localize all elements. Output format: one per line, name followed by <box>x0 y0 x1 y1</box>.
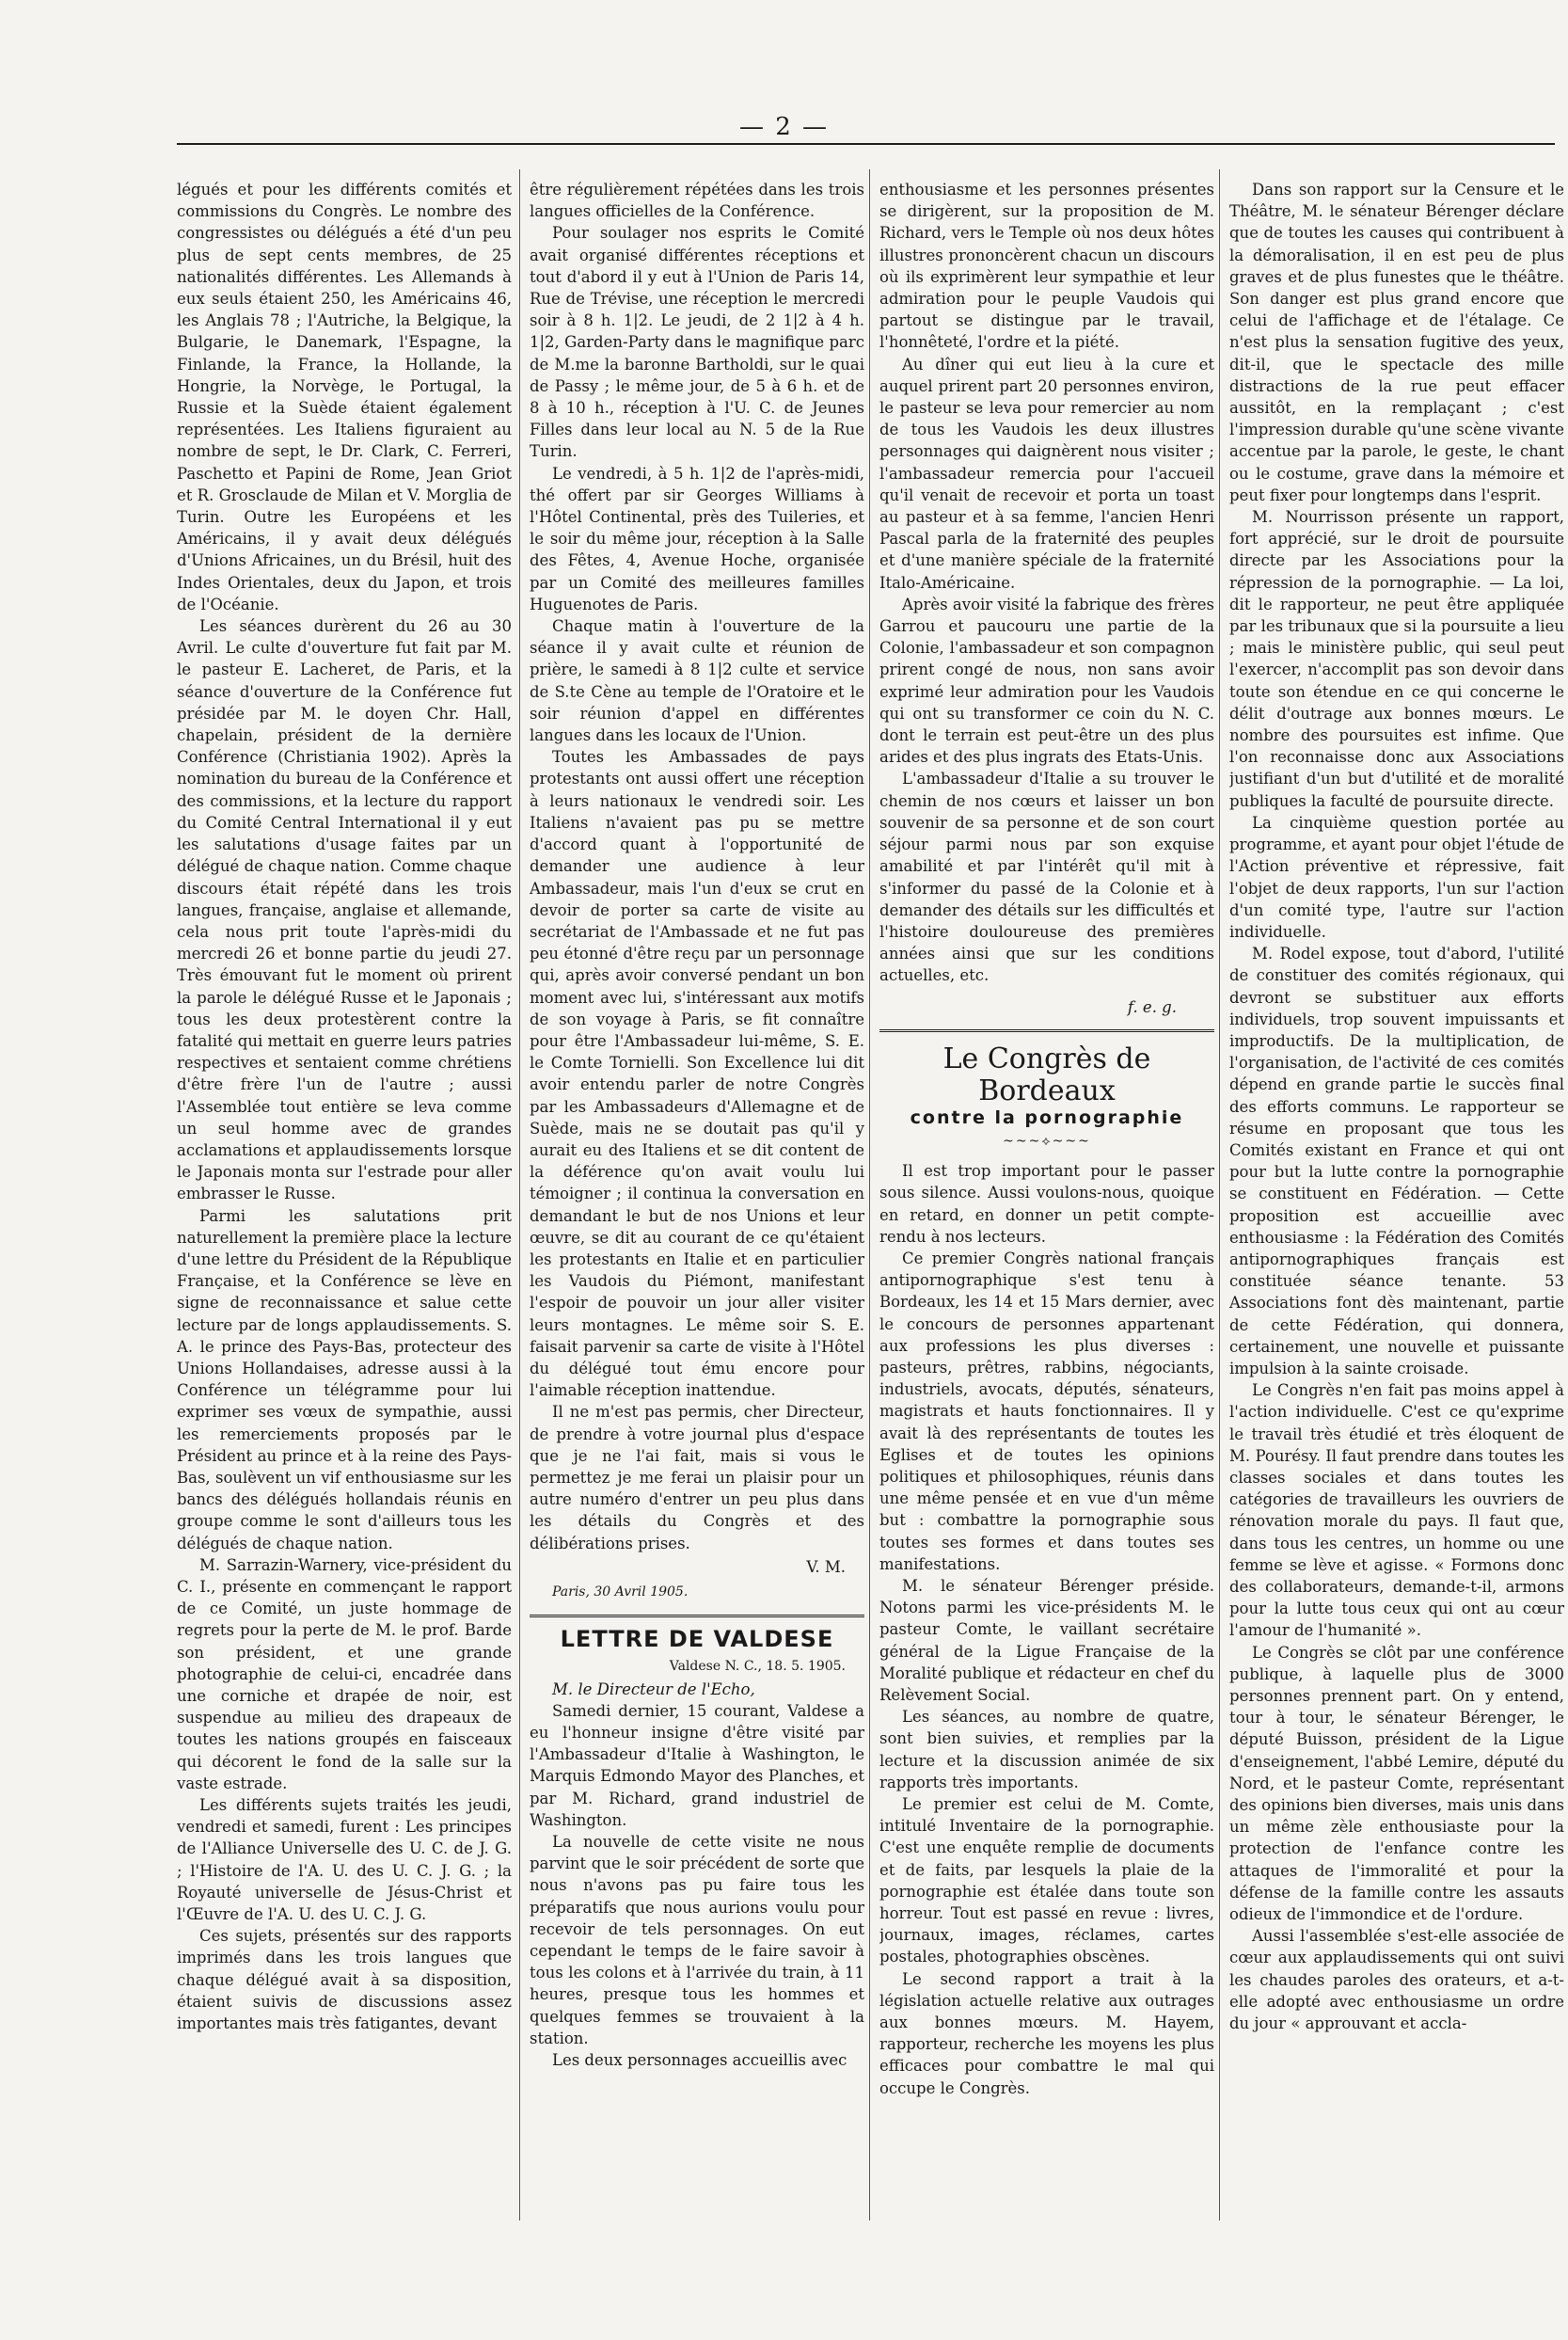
signature: V. M. <box>806 1557 846 1576</box>
paragraph: Le vendredi, à 5 h. 1|2 de l'après-midi, thé offert par sir Georges Williams à l'Hôtel Continental, près des Tuileries, et le soir du même jour, réception à la Salle des Fêtes, 4, Avenue Hoche, organisée par un Comité des meilleures familles Huguenotes de Paris. <box>530 464 864 613</box>
paragraph: enthousiasme et les personnes présentes se dirigèrent, sur la proposition de M. Richard, vers le Temple où nos deux hôtes illustres prononcèrent chacun un discours où ils exprimèrent leur sympathie et leur admiration pour le peuple Vaudois qui partout se distingue par le travail, l'honnêteté, l'ordre et la piété. <box>879 181 1214 352</box>
paragraph: Chaque matin à l'ouverture de la séance il y avait culte et réunion de prière, le samedi à 8 1|2 culte et service de S.te Cène au temple de l'Oratoire et le soir réunion d'appel en différentes langues dans les locaux de l'Union. <box>530 617 864 745</box>
page-number: — 2 — <box>738 113 830 141</box>
letter-place-date: Valdese N. C., 18. 5. 1905. <box>669 1659 846 1675</box>
column-3 <box>879 179 1214 2225</box>
ornament-flourish: ~~~⟡~~~ <box>1003 1133 1091 1149</box>
paragraph: Parmi les salutations prit naturellement la première place la lecture d'une lettre du Président de la République Française, et la Conférence se lève en signe de reconnaissance et salue cette lecture par de longs applaudissements. S. A. le prince des Pays-Bas, protecteur des Unions Hollandaises, adresse aussi à la Conférence un télégramme pour lui exprimer ses vœux de sympathie, aussi les remerciements proposés par le Président au prince et à la reine des Pays-Bas, soulèvent un vif enthousiasme sur les bancs des délégués hollandais réunis en groupe comme le sont d'ailleurs tous les délégués de chaque nation. <box>177 1206 512 1552</box>
paragraph: Pour soulager nos esprits le Comité avait organisé différentes réceptions et tout d'abord il y eut à l'Union de Paris 14, Rue de Trévise, une réception le mercredi soir à 8 h. 1|2. Le jeudi, de 2 1|2 à 4 h. 1|2, Garden-Party dans le magnifique parc de M.me la baronne Bartholdi, sur le quai de Passy ; le même jour, de 5 à 6 h. et de 8 à 10 h., réception à l'U. C. de Jeunes Filles dans leur local au N. 5 de la Rue Turin. <box>530 224 864 461</box>
paragraph: Il ne m'est pas permis, cher Directeur, de prendre à votre journal plus d'espace que je ne l'ai fait, mais si vous le permettez je me ferai un plaisir pour un autre numéro d'entrer un peu plus dans les détails du Congrès et des délibérations prises. <box>530 1403 864 1552</box>
paragraph: M. Nourrisson présente un rapport, fort apprécié, sur le droit de poursuite directe par les Associations pour la répression de la pornographie. — La loi, dit le rapporteur, ne peut être appliquée par les tribunaux que si la poursuite a lieu ; mais le ministère public, qui seul peut l'exercer, n'accomplit pas son devoir dans toute son étendue en ce qui concerne le délit d'outrage aux bonnes mœurs. Le nombre des poursuites est infime. Que l'on reconnaisse donc aux Associations justifiant d'un but d'utilité et de moralité publiques la faculté de poursuite directe. <box>1229 508 1564 810</box>
paragraph: Après avoir visité la fabrique des frères Garrou et paucouru une partie de la Colonie, l'ambassadeur et son compagnon prirent congé de nous, non sans avoir exprimé leur admiration pour les Vaudois qui ont su transformer ce coin du N. C. dont le terrain est peut-être un des plus arides et des plus ingrats des Etats-Unis. <box>879 595 1214 767</box>
paragraph: Les deux personnages accueillis avec <box>552 2051 847 2070</box>
column-divider <box>1219 169 1220 2221</box>
top-rule <box>177 143 1555 145</box>
paragraph: Dans son rapport sur la Censure et le Théâtre, M. le sénateur Bérenger déclare que de toutes les causes qui contribuent à la démoralisation, il en est peu de plus graves et de plus funestes que le théâtre. Son danger est plus grand encore que celui de l'affichage et de l'étalage. Ce n'est plus la sensation fugitive des yeux, dit-il, que le spectacle des mille distractions de la rue peut effacer aussitôt, en la remplaçant ; c'est l'impression durable qu'une scène vivante accentue par la parole, le geste, le chant ou le costume, grave dans la mémoire et peut fixer pour longtemps dans l'esprit. <box>1229 181 1564 504</box>
paragraph: Samedi dernier, 15 courant, Valdese a eu l'honneur insigne d'être visité par l'Ambassadeur d'Italie à Washington, le Marquis Edmondo Mayor des Planches, et par M. Richard, grand industriel de Washington. <box>530 1701 864 1829</box>
paragraph: Les séances durèrent du 26 au 30 Avril. Le culte d'ouverture fut fait par M. le pasteur E. Lacheret, de Paris, et la séance d'ouverture de la Conférence fut présidée par M. le doyen Chr. Hall, chapelain, président de la dernière Conférence (Christiania 1902). Après la nomination du bureau de la Conférence et des commissions, et la lecture du rapport du Comité Central International il y eut les salutations d'usage faites par un délégué de chaque nation. Comme chaque discours était répété dans les trois langues, française, anglaise et allemande, cela nous prit toute l'après-midi du mercredi 26 et bonne partie du jeudi 27. Très émouvant fut le moment où prirent la parole le délégué Russe et le Japonais ; tous les deux protestèrent contre la fatalité qui mettait en guerre leurs patries respectives et sentaient comme chrétiens d'être frère l'un de l'autre ; aussi l'Assemblée tout entière se leva comme un seul homme avec de grandes acclamations et applaudissements lorsque le Japonais monta sur l'estrade pour aller embrasser le Russe. <box>177 617 512 1203</box>
article-separator <box>530 1615 864 1617</box>
paragraph: Ce premier Congrès national français antipornographique s'est tenu à Bordeaux, les 14 et 15 Mars dernier, avec le concours de personnes appartenant aux professions les plus diverses : pasteurs, prêtres, rabbins, négociants, industriels, avocats, députés, sénateurs, magistrats et hauts fonctionnaires. Il y avait là des représentants de toutes les Eglises et de toutes les opinions politiques et philosophiques, réunis dans une même pensée et en vue d'un même but : combattre la pornographie sous toutes ses formes et dans toutes ses manifestations. <box>879 1249 1214 1573</box>
paragraph: Le Congrès n'en fait pas moins appel à l'action individuelle. C'est ce qu'exprime le travail très étudié et très éloquent de M. Pourésy. Il faut prendre dans toutes les classes sociales et dans toutes les catégories de travailleurs les ouvriers de rénovation morale du pays. Il faut que, dans tous les centres, un homme ou une femme se lève et agisse. « Formons donc des collaborateurs, demande-t-il, armons pour la lutte tous ceux qui ont au cœur l'amour de l'humanité ». <box>1229 1381 1564 1640</box>
article-title: Le Congrès de Bordeaux <box>942 1042 1151 1107</box>
signature: f. e. g. <box>1127 997 1177 1016</box>
paragraph: Au dîner qui eut lieu à la cure et auquel prirent part 20 personnes environ, le pasteur se leva pour remercier au nom de tous les Vaudois les deux illustres personnages qui daignèrent nous visiter ; l'ambassadeur remercia pour l'accueil qu'il venait de recevoir et porta un toast au pasteur et à sa femme, l'ancien Henri Pascal parla de la fraternité des peuples et d'une manière spéciale de la fraternité Italo-Américaine. <box>879 355 1214 592</box>
paragraph: L'ambassadeur d'Italie a su trouver le chemin de nos cœurs et laisser un bon souvenir de sa personne et de son court séjour parmi nous par son exquise amabilité et par l'intérêt qu'il mit à s'informer du passé de la Colonie et à demander des détails sur les difficultés et l'histoire douloureuse des premières années ainsi que sur les conditions actuelles, etc. <box>879 770 1214 985</box>
paragraph: Les séances, au nombre de quatre, sont bien suivies, et remplies par la lecture et la discussion animée de six rapports très importants. <box>879 1708 1214 1791</box>
article-subtitle: contre la pornographie <box>910 1106 1184 1128</box>
column-divider <box>869 169 870 2221</box>
paragraph: M. Sarrazin-Warnery, vice-président du C. I., présente en commençant le rapport de ce Comité, un juste hommage de regrets pour la perte de M. le prof. Barde son président, et une grande photographie de celui-ci, encadrée dans une corniche et drapée de noir, est suspendue au milieu des drapeaux de toutes les nations groupés en faisceaux qui décorent le fond de la salle sur la vaste estrade. <box>177 1555 512 1792</box>
letter-salutation: M. le Directeur de l'Echo, <box>552 1679 755 1698</box>
paragraph: Le Congrès se clôt par une conférence publique, à laquelle plus de 3000 personnes prennent part. On y entend, tour à tour, le sénateur Bérenger, le député Buisson, président de la Ligue d'enseignement, l'abbé Lemire, député du Nord, et le pasteur Comte, représentant des opinions bien diverses, mais unis dans un même zèle enthousiaste pour la protection de l'enfance contre les attaques de l'immoralité et pour la défense de la famille contre les assauts odieux de l'immondice et de l'ordure. <box>1229 1643 1564 1924</box>
paragraph: Ces sujets, présentés sur des rapports imprimés dans les trois langues que chaque délégué avait à sa disposition, étaient suivis de discussions assez importantes mais très fatigantes, devant <box>177 1927 512 2033</box>
column-1 <box>177 179 512 2225</box>
column-4 <box>1229 179 1564 2225</box>
paragraph: Les différents sujets traités les jeudi, vendredi et samedi, furent : Les principes de l'Alliance Universelle des U. C. de J. G. ; l'Histoire de l'A. U. des U. C. J. G. ; la Royauté universelle de Jésus-Christ et l'Œuvre de l'A. U. des U. C. J. G. <box>177 1796 512 1924</box>
paragraph: Aussi l'assemblée s'est-elle associée de cœur aux applaudissements qui ont suivi les chaudes paroles des orateurs, et a-t-elle adopté avec enthousiasme un ordre du jour « approuvant et accla- <box>1229 1927 1564 2033</box>
paragraph: être régulièrement répétées dans les trois langues officielles de la Conférence. <box>530 181 864 221</box>
paragraph: Il est trop important pour le passer sous silence. Aussi voulons-nous, quoique en retard, en donner un petit compte-rendu à nos lecteurs. <box>879 1162 1214 1246</box>
article-title: LETTRE DE VALDESE <box>560 1626 834 1653</box>
dateline: Paris, 30 Avril 1905. <box>552 1584 689 1600</box>
paragraph: Le second rapport a trait à la législation actuelle relative aux outrages aux bonnes mœurs. M. Hayem, rapporteur, recherche les moyens les plus efficaces pour combattre le mal qui occupe le Congrès. <box>879 1969 1214 2097</box>
paragraph: Le premier est celui de M. Comte, intitulé Inventaire de la pornographie. C'est une enquête remplie de documents et de faits, par lesquels la plaie de la pornographie est étalée dans toute son horreur. Tout est passé en revue : livres, journaux, images, réclames, cartes postales, photographies obscènes. <box>879 1795 1214 1966</box>
paragraph: M. le sénateur Bérenger préside. Notons parmi les vice-présidents M. le pasteur Comte, le vaillant secrétaire général de la Ligue Française de la Moralité publique et rédacteur en chef du Relèvement Social. <box>879 1576 1214 1704</box>
paragraph: La nouvelle de cette visite ne nous parvint que le soir précédent de sorte que nous n'avons pas pu faire tous les préparatifs que nous aurions voulu pour recevoir de tels personnages. On eut cependant le temps de le faire savoir à tous les colons et à l'arrivée du train, à 11 heures, presque tous les hommes et quelques femmes se trouvaient à la station. <box>530 1833 864 2047</box>
column-2 <box>530 179 864 2225</box>
paragraph: La cinquième question portée au programme, et ayant pour objet l'étude de l'Action préventive et répressive, fait l'objet de deux rapports, l'un sur l'action d'un comité type, l'autre sur l'action individuelle. <box>1229 813 1564 941</box>
paragraph: M. Rodel expose, tout d'abord, l'utilité de constituer des comités régionaux, qui devront se substituer aux efforts individuels, trop souvent impuissants et improductifs. De la multiplication, de l'organisation, de l'activité de ces comités dépend en grande partie le succès final des efforts communs. Le rapporteur se résume en proposant que tous les Comités existant en France et qui ont pour but la lutte contre la pornographie se constituent en Fédération. — Cette proposition est accueillie avec enthousiasme : la Fédération des Comités antipornographiques français est constituée séance tenante. 53 Associations font dès maintenant, partie de cette Fédération, qui donnera, certainement, une nouvelle et puissante impulsion à la sainte croisade. <box>1229 945 1564 1377</box>
paragraph: légués et pour les différents comités et commissions du Congrès. Le nombre des congressistes ou délégués a été d'un peu plus de sept cents membres, de 25 nationalités différentes. Les Allemands à eux seuls étaient 250, les Américains 46, les Anglais 78 ; l'Autriche, la Belgique, la Bulgarie, le Danemark, l'Espagne, la Finlande, la France, la Hollande, la Hongrie, la Norvège, le Portugal, la Russie et la Suède étaient également représentées. Les Italiens figuraient au nombre de sept, le Dr. Clark, C. Ferreri, Paschetto et Papini de Rome, Jean Griot et R. Grosclaude de Milan et V. Morglia de Turin. Outre les Européens et les Américains, il y avait deux délégués d'Unions Africaines, un du Brésil, huit des Indes Orientales, deux du Japon, et trois de l'Océanie. <box>177 181 512 613</box>
paragraph: Toutes les Ambassades de pays protestants ont aussi offert une réception à leurs nationaux le vendredi soir. Les Italiens n'avaient pas pu se mettre d'accord quant à l'opportunité de demander une audience à leur Ambassadeur, mais l'un d'eux se crut en devoir de porter sa carte de visite au secrétariat de l'Ambassade et ne fut pas peu étonné d'être reçu par un personnage qui, après avoir conversé pendant un bon moment avec lui, s'intéressant aux motifs de son voyage à Paris, se fit connaître pour être l'Ambassadeur lui-même, S. E. le Comte Tornielli. Son Excellence lui dit avoir entendu parler de notre Congrès par les Ambassadeurs d'Allemagne et de Suède, mais ne se doutait pas qu'il y aurait eu des Italiens et se dit content de la déférence qu'on avait voulu lui témoigner ; il continua la conversation en demandant le but de nos Unions et leur œuvre, se dit au courant de ce qu'étaient les protestants en Italie et en particulier les Vaudois du Piémont, manifestant l'espoir de pouvoir un jour aller visiter leurs montagnes. Le même soir S. E. faisait parvenir sa carte de visite à l'Hôtel du délégué tout ému encore pour l'aimable réception inattendue. <box>530 748 864 1400</box>
article-separator <box>879 1029 1214 1032</box>
column-divider <box>519 169 520 2221</box>
